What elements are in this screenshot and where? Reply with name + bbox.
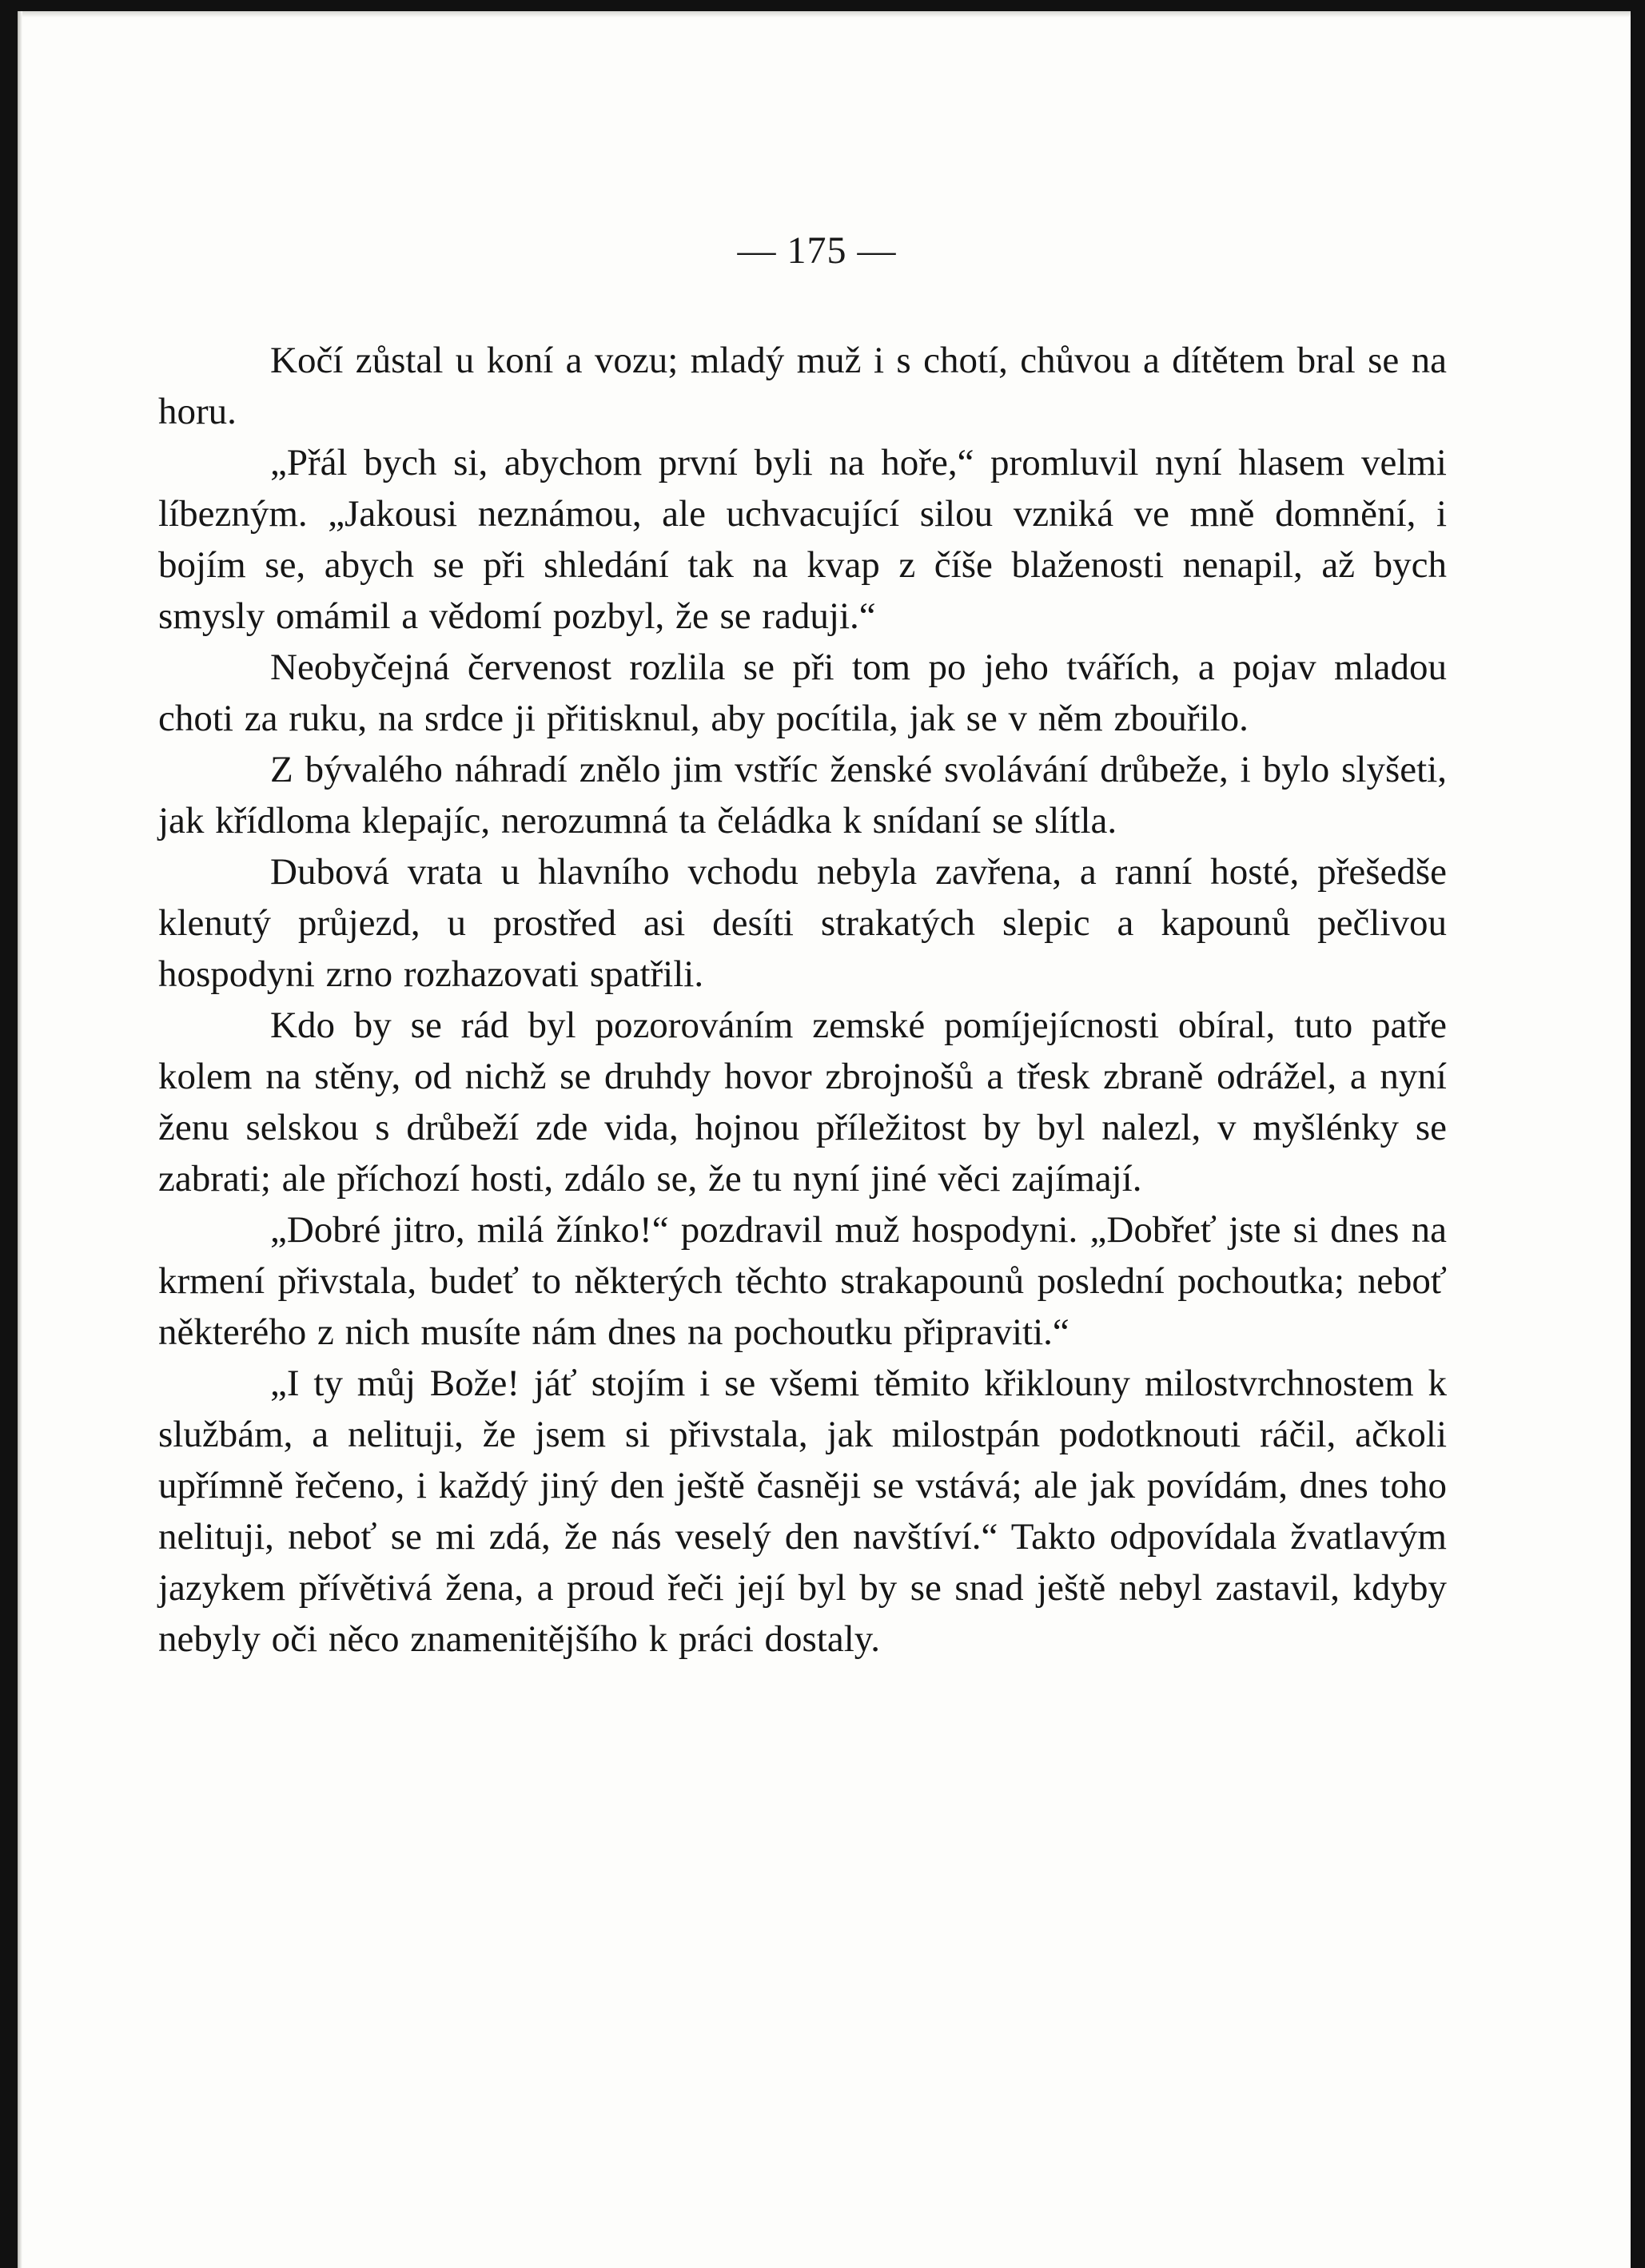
paragraph: Kočí zůstal u koní a vozu; mladý muž i s chotí, chůvou a dítětem bral se na horu. [158,340,1447,432]
paragraph: „Dobré jitro, milá žínko!“ pozdravil muž hospodyni. „Dobřeť jste si dnes na krmení přivstala, budeť to některých těchto strakapounů poslední pochoutka; neboť některého z nich musíte nám dnes na pochoutku připraviti.“ [158,1209,1447,1353]
paragraph: Neobyčejná červenost rozlila se při tom po jeho tvářích, a pojav mladou choti za ruku, na srdce ji přitisknul, aby pocítila, jak se v něm zbouřilo. [158,647,1447,739]
paragraph: „Přál bych si, abychom první byli na hoře,“ promluvil nyní hlasem velmi líbezným. „Jakousi neznámou, ale uchvacující silou vzniká ve mně domnění, i bojím se, abych se při shledání tak na kvap z číše blaženosti nenapil, až bych smysly omámil a vědomí pozbyl, že se raduji.“ [158,442,1447,637]
paragraph: Z bývalého náhradí znělo jim vstříc ženské svolávání drůbeže, i bylo slyšeti, jak křídloma klepajíc, nerozumná ta čeládka k snídaní se slítla. [158,749,1447,842]
page-number: — 175 — [737,229,897,272]
paragraph: Kdo by se rád byl pozorováním zemské pomíjejícnosti obíral, tuto patře kolem na stěny, od nichž se druhdy hovor zbrojnošů a třesk zbraně odrážel, a nyní ženu selskou s drůbeží zde vida, hojnou příležitost by byl nalezl, v myšlénky se zabrati; ale příchozí hosti, zdálo se, že tu nyní jiné věci zajímají. [158,1005,1447,1200]
page-spine-shadow [18,11,22,2268]
book-page [18,11,1631,2268]
paragraph: Dubová vrata u hlavního vchodu nebyla zavřena, a ranní hosté, přešedše klenutý průjezd, u prostřed asi desíti strakatých slepic a kapounů pečlivou hospodyni zrno rozhazovati spatřili. [158,851,1447,995]
page-top-edge [18,11,1631,18]
paragraph: „I ty můj Bože! jáť stojím i se všemi těmito křiklouny milostvrchnostem k službám, a nelituji, že jsem si přivstala, jak milostpán podotknouti ráčil, ačkoli upřímně řečeno, i každý jiný den ještě časněji se vstává; ale jak povídám, dnes toho nelituji, neboť se mi zdá, že nás veselý den navštíví.“ Takto odpovídala žvatlavým jazykem přívětivá žena, a proud řeči její byl by se snad ještě nebyl zastavil, kdyby nebyly oči něco znamenitějšího k práci dostaly. [158,1363,1447,1660]
body-text [158,335,1447,1665]
